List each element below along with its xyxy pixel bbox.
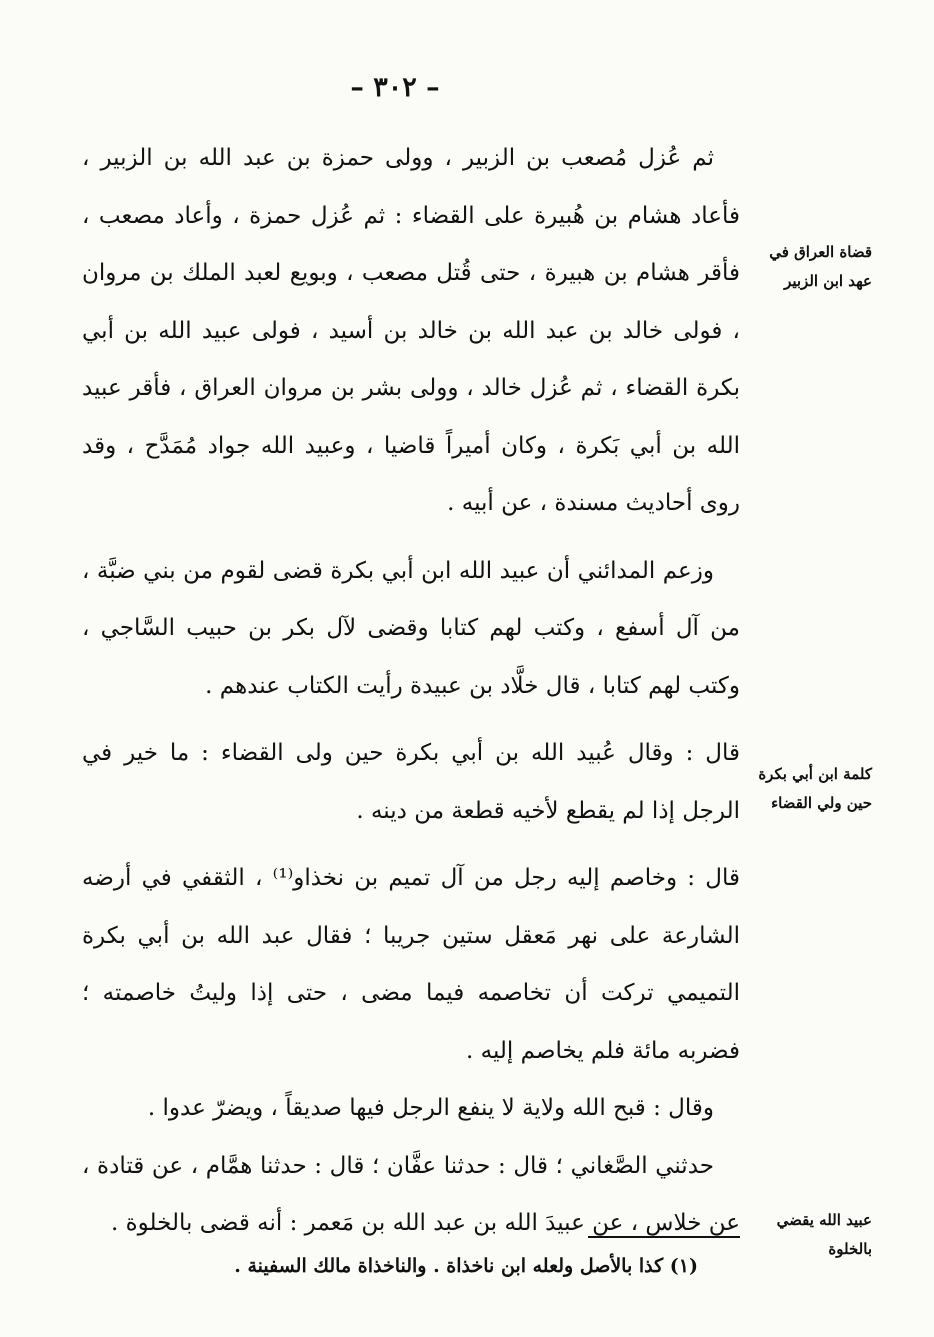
paragraph-4: قال : وخاصم إليه رجل من آل تميم بن نخذاو⁽¹⁾ ، الثقفي في أرضه الشارعة على نهر مَعقل ستين جريبا ؛ فقال عبد الله بن أبي بكرة التميمي تركت أن تخاصمه فيما مضى ، حتى إذا وليتُ خاصمته ؛ فضربه مائة فلم يخاصم إليه .	[82, 865, 740, 1064]
margin-note-iraq-judges: قضاة العراق في عهد ابن الزبير	[769, 243, 872, 290]
margin-note-judging-seclusion: عبيد الله يقضي بالخلوة	[776, 1211, 872, 1258]
paragraph-5: وقال : قبح الله ولاية لا ينفع الرجل فيها صديقاً ، ويضرّ عدوا .	[147, 1095, 714, 1121]
margin-note-ibn-abi-bakra-saying: كلمة ابن أبي بكرة حين ولي القضاء	[758, 765, 872, 812]
paragraph-1: ثم عُزل مُصعب بن الزبير ، وولى حمزة بن عبد الله بن الزبير ، فأعاد هشام بن هُبيرة على القضاء : ثم عُزل حمزة ، وأعاد مصعب ، فأقر هشام بن هبيرة ، حتى قُتل مصعب ، وبويع لعبد الملك بن مروان ، فولى خالد بن عبد الله بن خالد بن أسيد ، فولى عبيد الله بن أبي بكرة القضاء ، ثم عُزل خالد ، وولى بشر بن مروان العراق ، فأقر عبيد الله بن أبي بَكرة ، وكان أميراً قاضيا ، وعبيد الله جواد مُمَدَّح ، وقد روى أحاديث مسندة ، عن أبيه .	[82, 145, 740, 516]
paragraph-6: حدثني الصَّغاني ؛ قال : حدثنا عفَّان ؛ قال : حدثنا همَّام ، عن قتادة ، عن خلاس ، عن عبيدَ الله بن عبد الله بن مَعمر : أنه قضى بالخلوة .	[82, 1152, 740, 1236]
paragraph-3: قال : وقال عُبيد الله بن أبي بكرة حين ولى القضاء : ما خير في الرجل إذا لم يقطع لأخيه قطعة من دينه .	[82, 740, 740, 824]
paragraph-2: وزعم المدائني أن عبيد الله ابن أبي بكرة قضى لقوم من بني ضبَّة ، من آل أسفع ، وكتب لهم كتابا وقضى لآل بكر بن حبيب السَّاجي ، وكتب لهم كتابا ، قال خلَّاد بن عبيدة رأيت الكتاب عندهم .	[82, 557, 740, 699]
page-number: – ٣٠٢ –	[350, 72, 440, 103]
footnote: (١) كذا بالأصل ولعله ابن ناخذاة . والناخذاة مالك السفينة .	[234, 1255, 698, 1277]
footnote-divider	[588, 1236, 740, 1238]
main-text	[82, 130, 740, 1253]
